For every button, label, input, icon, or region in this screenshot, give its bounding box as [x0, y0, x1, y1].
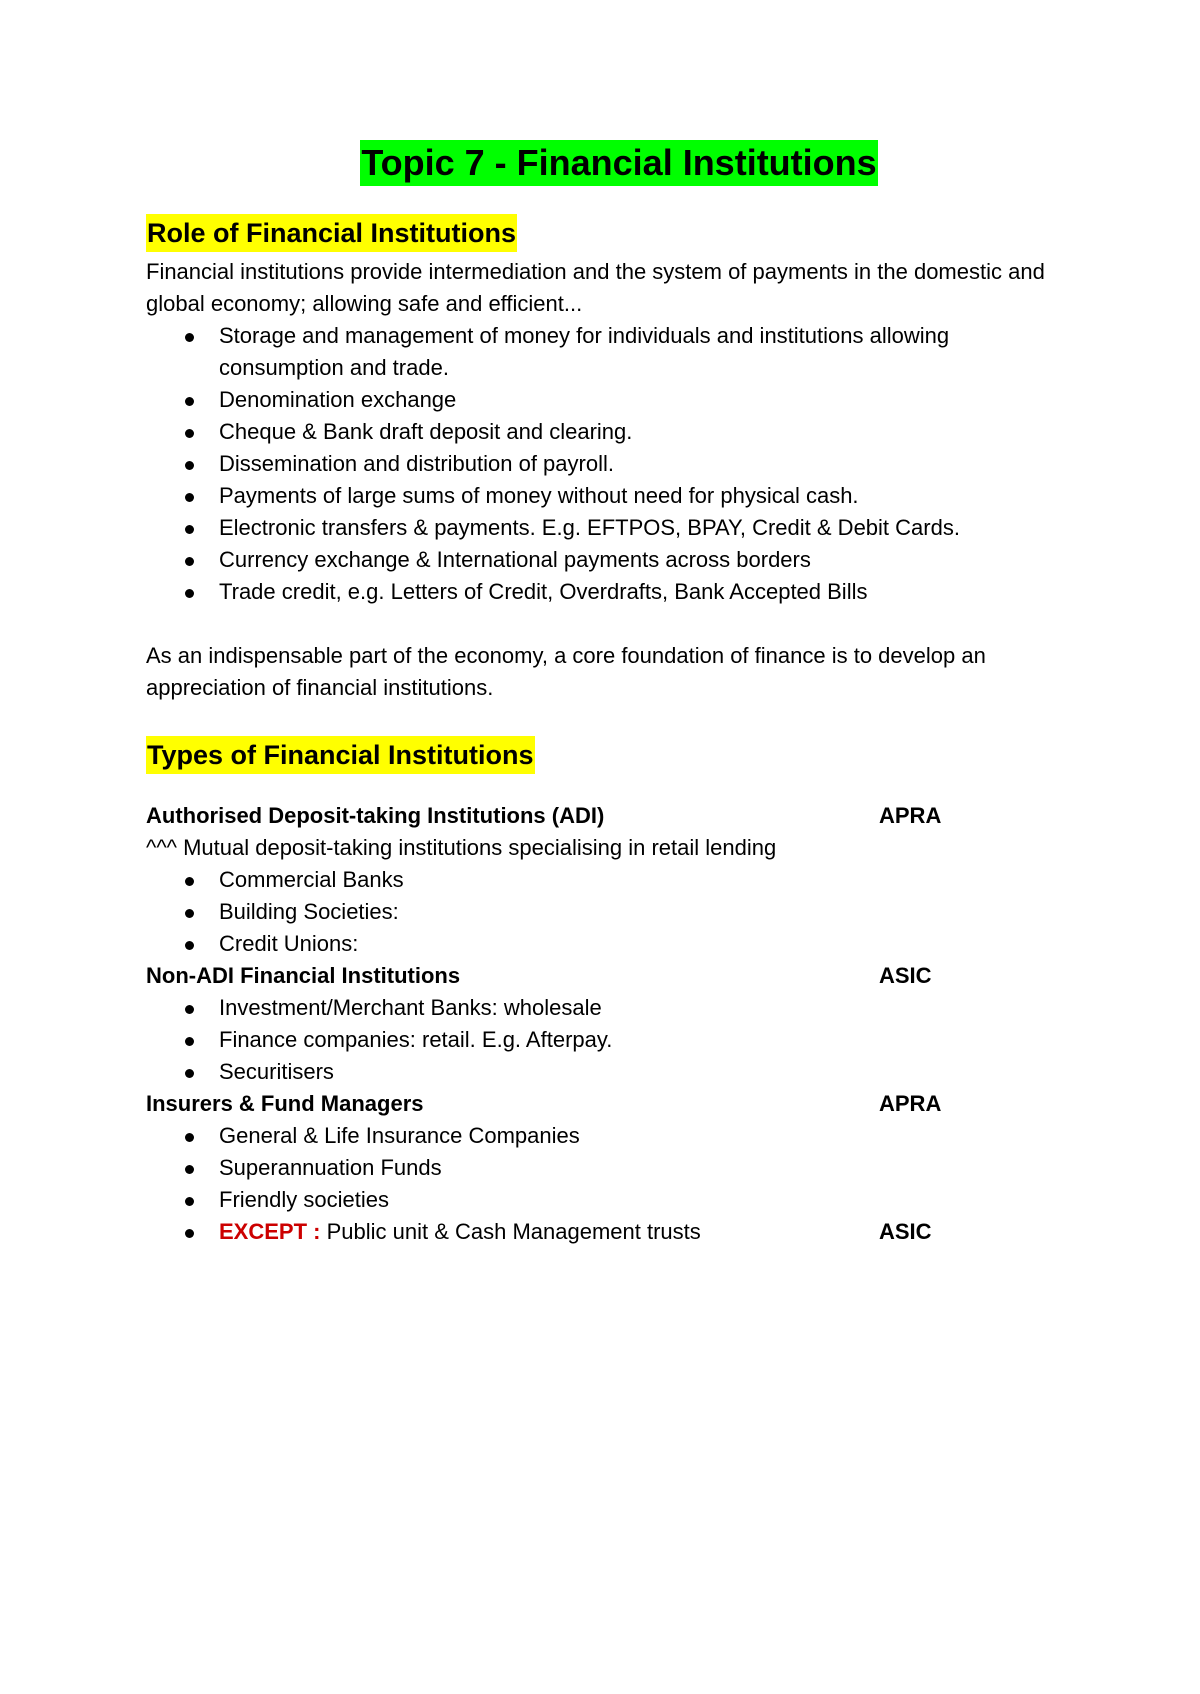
- bullet-icon: [185, 557, 194, 566]
- except-text: Public unit & Cash Management trusts: [320, 1219, 701, 1244]
- role-heading-row: [146, 214, 1076, 256]
- list-item: [146, 864, 1076, 896]
- list-item: [146, 384, 1076, 416]
- except-label: EXCEPT :: [219, 1219, 321, 1244]
- bullet-icon: [185, 1165, 194, 1174]
- list-item-text: Electronic transfers & payments. E.g. EFTPOS, BPAY, Credit & Debit Cards.: [219, 515, 960, 540]
- list-item-text: Commercial Banks: [219, 867, 404, 892]
- list-item-text: Denomination exchange: [219, 387, 457, 412]
- bullet-icon: [185, 589, 194, 598]
- list-item-text: Trade credit, e.g. Letters of Credit, Overdrafts, Bank Accepted Bills: [219, 579, 868, 604]
- types-heading: Types of Financial Institutions: [146, 736, 535, 774]
- page-title: Topic 7 - Financial Institutions: [360, 140, 877, 186]
- list-item-text: Finance companies: retail. E.g. Afterpay.: [219, 1027, 613, 1052]
- list-item: [146, 992, 1076, 1024]
- list-item: [146, 1056, 1076, 1088]
- bullet-icon: [185, 1229, 194, 1238]
- role-intro: Financial institutions provide intermediation and the system of payments in the domestic and global economy; allowing safe and efficient...: [146, 259, 1045, 316]
- role-heading: Role of Financial Institutions: [146, 214, 517, 252]
- bullet-icon: [185, 909, 194, 918]
- adi-note: ^^^ Mutual deposit-taking institutions specialising in retail lending: [146, 835, 777, 860]
- list-item: [146, 512, 1076, 544]
- insurers-list: [146, 1120, 1076, 1248]
- bullet-icon: [185, 333, 194, 342]
- list-item-text: Friendly societies: [219, 1187, 389, 1212]
- list-item-text: Dissemination and distribution of payroll.: [219, 451, 614, 476]
- list-item-text: Building Societies:: [219, 899, 399, 924]
- bullet-icon: [185, 941, 194, 950]
- bullet-icon: [185, 1005, 194, 1014]
- list-item-text: Currency exchange & International payments across borders: [219, 547, 811, 572]
- bullet-icon: [185, 1133, 194, 1142]
- list-item-text: Storage and management of money for individuals and institutions allowing consumption and trade.: [219, 323, 950, 380]
- spacer: [146, 704, 1076, 736]
- adi-list: [146, 864, 1076, 960]
- bullet-icon: [185, 1197, 194, 1206]
- role-list: [146, 320, 1076, 608]
- insurers-row: [146, 1088, 1076, 1120]
- list-item: [146, 480, 1076, 512]
- list-item: [146, 416, 1076, 448]
- list-item-text: Credit Unions:: [219, 931, 359, 956]
- list-item: [146, 1152, 1076, 1184]
- document-content: [146, 140, 1076, 1248]
- spacer: [146, 608, 1076, 640]
- bullet-icon: [185, 1069, 194, 1078]
- except-item: [146, 1216, 1076, 1248]
- bullet-icon: [185, 493, 194, 502]
- adi-regulator: APRA: [879, 803, 942, 828]
- bullet-icon: [185, 429, 194, 438]
- role-closing: As an indispensable part of the economy, a core foundation of finance is to develop an appreciation of financial institutions.: [146, 643, 986, 700]
- bullet-icon: [185, 525, 194, 534]
- except-regulator: ASIC: [879, 1219, 932, 1244]
- list-item: [146, 1120, 1076, 1152]
- list-item-text: Investment/Merchant Banks: wholesale: [219, 995, 602, 1020]
- list-item: [146, 544, 1076, 576]
- list-item-text: Superannuation Funds: [219, 1155, 442, 1180]
- bullet-icon: [185, 461, 194, 470]
- bullet-icon: [185, 397, 194, 406]
- adi-row: [146, 800, 1076, 832]
- insurers-regulator: APRA: [879, 1091, 942, 1116]
- adi-label: Authorised Deposit-taking Institutions (ADI): [146, 803, 605, 828]
- list-item-text: Securitisers: [219, 1059, 334, 1084]
- list-item-text: General & Life Insurance Companies: [219, 1123, 580, 1148]
- spacer: [146, 778, 1076, 800]
- title-wrap: [146, 140, 1076, 186]
- types-heading-row: [146, 736, 1076, 778]
- list-item-text: Cheque & Bank draft deposit and clearing.: [219, 419, 633, 444]
- list-item: [146, 896, 1076, 928]
- list-item: [146, 928, 1076, 960]
- non-adi-regulator: ASIC: [879, 963, 932, 988]
- list-item-text: Payments of large sums of money without need for physical cash.: [219, 483, 859, 508]
- list-item: [146, 320, 1076, 384]
- non-adi-row: [146, 960, 1076, 992]
- non-adi-label: Non-ADI Financial Institutions: [146, 963, 461, 988]
- list-item: [146, 1184, 1076, 1216]
- list-item: [146, 1024, 1076, 1056]
- list-item: [146, 576, 1076, 608]
- insurers-label: Insurers & Fund Managers: [146, 1091, 424, 1116]
- list-item: [146, 448, 1076, 480]
- except-text-wrap: [219, 1216, 879, 1248]
- bullet-icon: [185, 877, 194, 886]
- bullet-icon: [185, 1037, 194, 1046]
- non-adi-list: [146, 992, 1076, 1088]
